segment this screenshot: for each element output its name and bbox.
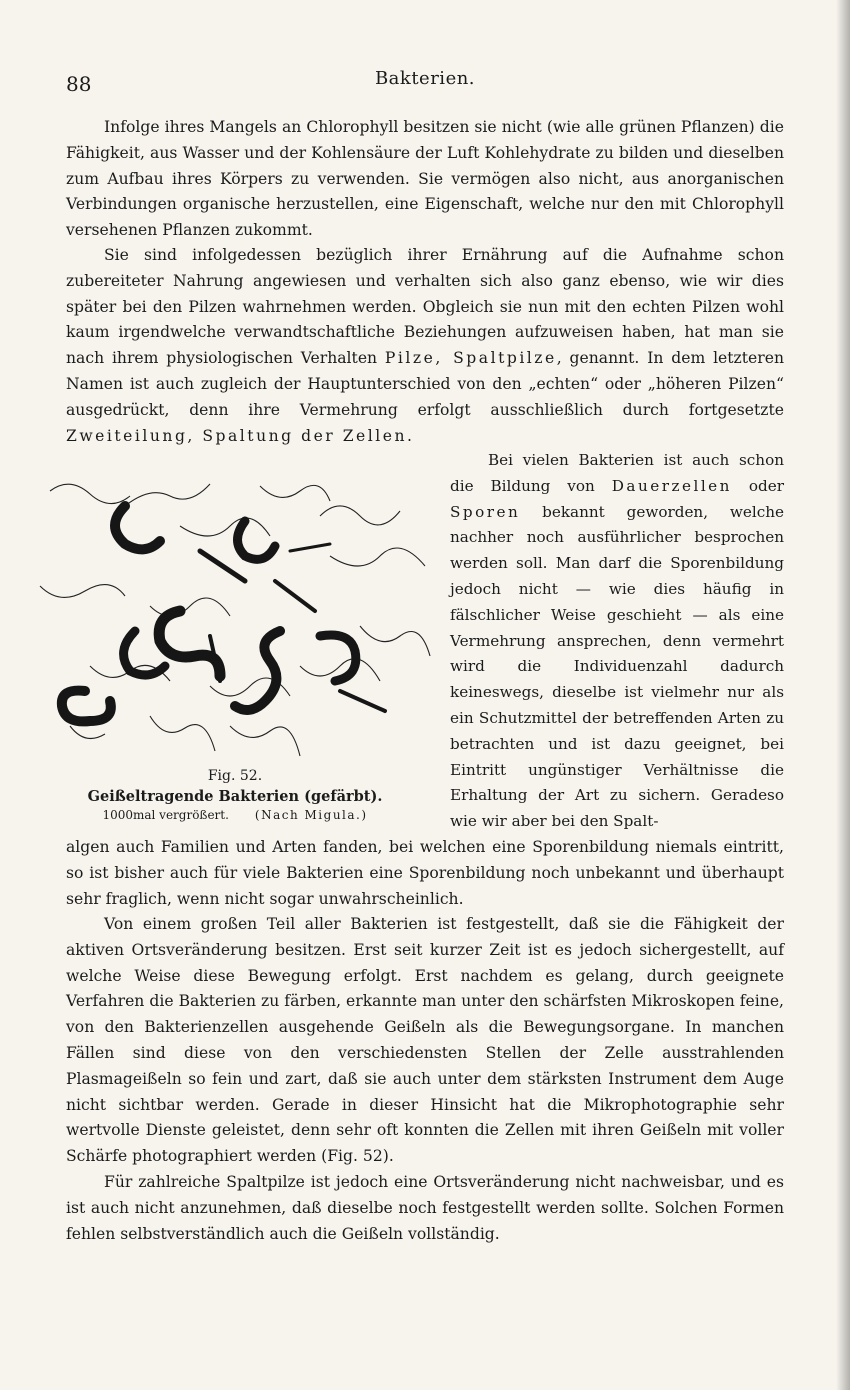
paragraph-motility: Von einem großen Teil aller Bakterien ist festgestellt, daß sie die Fähigkeit der aktiven Ortsveränderung besitzen. Erst seit kurzer Zeit ist es jedoch sichergestellt, auf welche Weise diese Bewegung erfolgt. Erst nachdem es gelang, durch geeignete Verfahren die Bakterien zu färben, erkannte man unter den schärfsten Mikroskopen feine, von den Bakterienzellen ausgehende Geißeln als die Bewegungsorgane. In manchen Fällen sind diese von den verschiedensten Stellen der Zelle ausstrahlenden Plasmageißeln so fein und zart, daß sie auch unter dem stärksten Instrument dem Auge nicht sichtbar werden. Gerade in dieser Hinsicht hat die Mikrophotographie sehr wertvolle Dienste geleistet, denn sehr oft konnten die Zellen mit ihren Geißeln mit voller Schärfe photographiert werden (Fig. 52). — [66, 915, 784, 1166]
paragraph-spore-continuation: algen auch Familien und Arten fanden, bei welchen eine Sporenbildung niemals eintritt, so ist bisher auch für viele Bakterien eine Sporenbildung noch unbekannt und überhaupt sehr fraglich, wenn nicht sogar unwahrscheinlich. — [66, 838, 784, 908]
emphasis-spaltpilze: Pilze, Spaltpilze — [384, 349, 557, 368]
page-number: 88 — [66, 72, 92, 96]
bacteria-cells — [62, 506, 385, 721]
paragraph-text: bekannt geworden, welche nachher noch ausführlicher besprochen werden soll. Man darf die Sporenbildung jedoch nicht — wie dies häufig in fälschlicher Weise geschieht — als eine Vermehrung ansprechen, denn vermehrt wird die Individuenzahl dadurch keineswegs, dieselbe ist vielmehr nur als ein Schutzmittel der betreffenden Arten zu betrachten und ist dazu geeignet, bei Eintritt ungünstiger Verhältnisse die Erhaltung der Art zu sichern. Geradeso wie wir aber bei den Spalt- — [450, 502, 784, 831]
paragraph-text: Bei vielen Bakterien ist auch schon die Bildung von — [450, 451, 784, 495]
paragraph-nonmotile: Für zahlreiche Spaltpilze ist jedoch eine Ortsveränderung nicht nachweisbar, und es ist auch nicht anzunehmen, daß dieselbe noch festgestellt werden sollte. Solchen Formen fehlen selbstverständlich auch die Geißeln vollständig. — [66, 1173, 784, 1243]
emphasis-sporen: Sporen — [450, 502, 521, 521]
bacteria-drawing — [30, 466, 440, 766]
figure-source: (Nach Migula.) — [254, 808, 368, 822]
paragraph-text: , genannt. In dem letzteren Namen ist auch zugleich der Hauptunterschied von den „echten“ oder „höheren Pilzen“ ausgedrückt, denn ihre Vermehrung erfolgt ausschließlich durch fortgesetzte — [66, 349, 784, 419]
figure-title: Geißeltragende Bakterien (gefärbt). — [87, 788, 383, 805]
paragraph-chlorophyll: Infolge ihres Mangels an Chlorophyll besitzen sie nicht (wie alle grünen Pflanzen) die Fähigkeit, aus Wasser und der Kohlensäure der Luft Kohlehydrate zu bilden und dieselben zum Aufbau ihres Körpers zu verwenden. Sie vermögen also nicht, aus anorganischen Verbindungen organische herzustellen, eine Eigenschaft, welche nur den mit Chlorophyll versehenen Pflanzen zukommt. — [66, 118, 784, 240]
emphasis-zweiteilung: Zweiteilung, Spaltung der Zellen — [66, 426, 408, 445]
paragraph-spores — [450, 448, 784, 835]
figure-magnification: 1000mal vergrößert. — [102, 808, 229, 822]
figure-illustration — [30, 466, 440, 766]
running-title: Bakterien. — [374, 68, 476, 89]
page-edge-shadow — [836, 0, 850, 1390]
paragraph-text: . — [407, 426, 412, 445]
paragraph-nutrition — [66, 243, 784, 449]
emphasis-dauerzellen: Dauerzellen — [611, 476, 732, 495]
figure-number: Fig. 52. — [207, 768, 263, 784]
paragraph-text: Sie sind infolgedessen bezüglich ihrer Ernährung auf die Aufnahme schon zubereiteter Nahrung angewiesen und verhalten sich also ganz ebenso, wie wir dies später bei den Pilzen wahrnehmen werden. Obgleich sie nun mit den echten Pilzen wohl kaum irgendwelche verwandtschaftliche Beziehungen aufzuweisen haben, hat man sie nach ihrem physiologischen Verhalten — [66, 246, 784, 368]
paragraph-text: oder — [731, 476, 784, 495]
figure-credit — [40, 808, 430, 822]
